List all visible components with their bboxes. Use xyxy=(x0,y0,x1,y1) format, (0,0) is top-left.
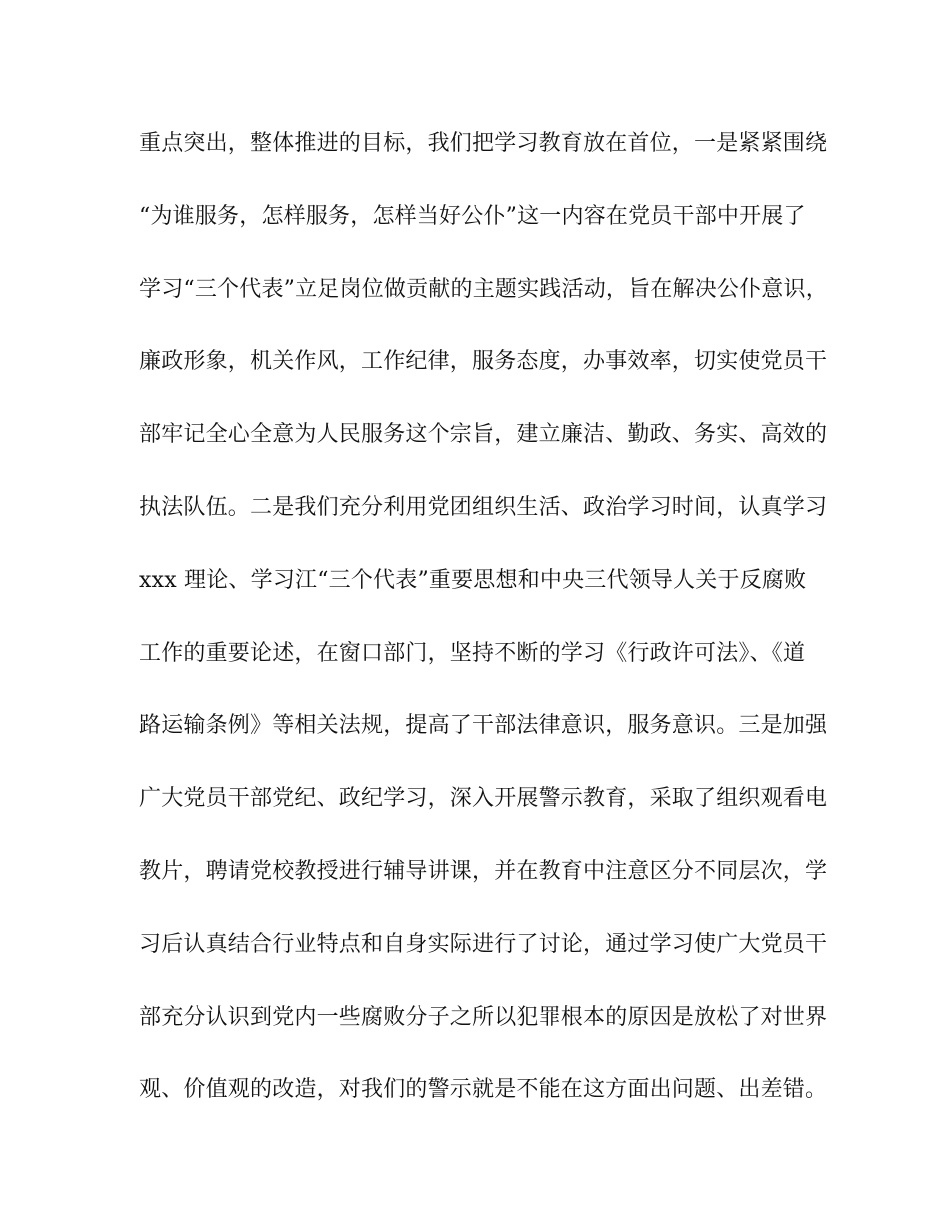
text-line: 执法队伍。二是我们充分利用党团组织生活、政治学习时间，认真学习 xyxy=(139,494,828,520)
text-line: 习后认真结合行业特点和自身实际进行了讨论，通过学习使广大党员干 xyxy=(139,931,828,957)
text-line: 学习“三个代表”立足岗位做贡献的主题实践活动，旨在解决公仆意识， xyxy=(139,276,828,302)
text-line: 工作的重要论述，在窗口部门，坚持不断的学习《行政许可法》、《道 xyxy=(139,640,806,666)
text-line: 廉政形象，机关作风，工作纪律，服务态度，办事效率，切实使党员干 xyxy=(139,349,828,375)
text-line: 部充分认识到党内一些腐败分子之所以犯罪根本的原因是放松了对世界 xyxy=(139,1004,828,1030)
text-line: 观、价值观的改造，对我们的警示就是不能在这方面出问题、出差错。 xyxy=(139,1077,828,1103)
text-line: 路运输条例》等相关法规，提高了干部法律意识，服务意识。三是加强 xyxy=(139,713,828,739)
text-line: xxx 理论、学习江“三个代表”重要思想和中央三代领导人关于反腐败 xyxy=(139,567,807,593)
text-line: 部牢记全心全意为人民服务这个宗旨，建立廉洁、勤政、务实、高效的 xyxy=(139,422,828,448)
text-line: “为谁服务，怎样服务，怎样当好公仆”这一内容在党员干部中开展了 xyxy=(139,203,806,229)
text-line: 重点突出，整体推进的目标，我们把学习教育放在首位，一是紧紧围绕 xyxy=(139,131,828,156)
text-line: 教片，聘请党校教授进行辅导讲课，并在教育中注意区分不同层次，学 xyxy=(139,858,828,884)
text-line: 广大党员干部党纪、政纪学习，深入开展警示教育，采取了组织观看电 xyxy=(139,786,828,812)
body-paragraph xyxy=(139,126,839,1145)
